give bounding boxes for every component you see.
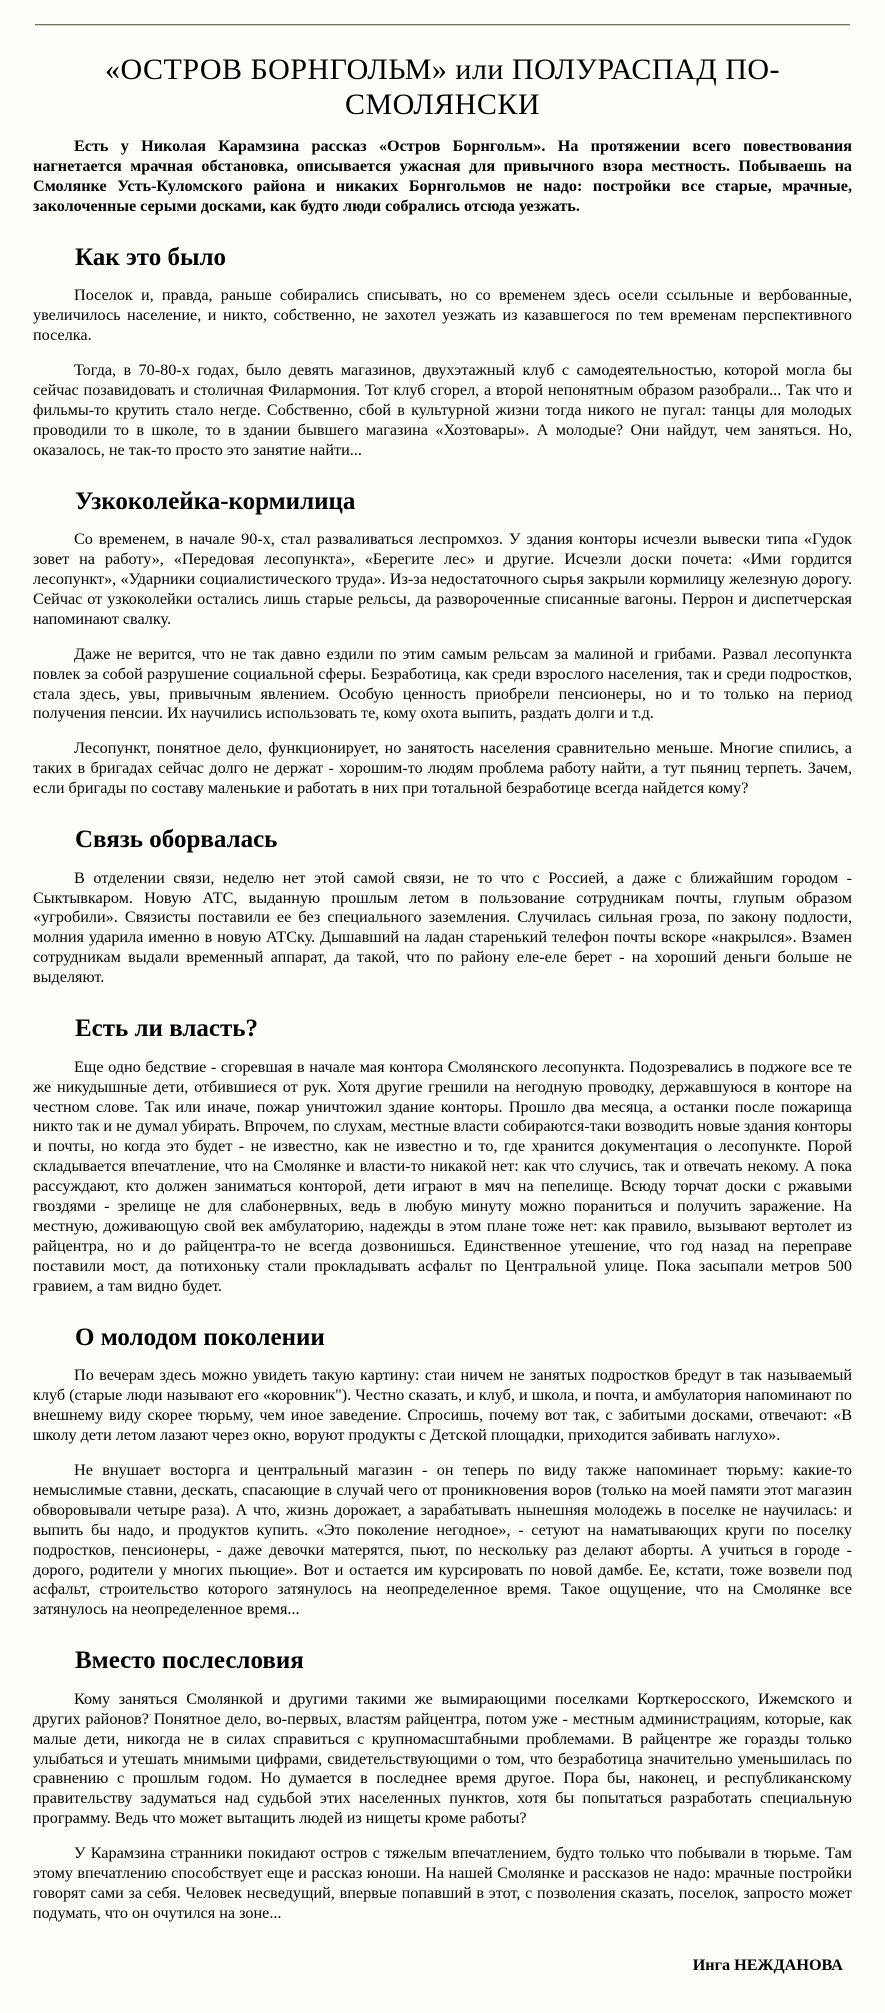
section-heading: Связь оборвалась (75, 826, 278, 854)
section-uzkokolejka (33, 488, 852, 800)
section-heading: Есть ли власть? (75, 1015, 258, 1043)
paragraph: Поселок и, правда, раньше собирались списывать, но со временем здесь осели ссыльные и вербованные, увеличилось население, и никто, собственно, не захотел уезжать из казавшегося по тем временам перспективного поселка. (33, 286, 852, 345)
article-page (0, 24, 885, 2013)
section-vmesto-posleslovia (33, 1647, 852, 1924)
top-divider (35, 24, 850, 26)
paragraph: Не внушает восторга и центральный магазин - он теперь по виду также напоминает тюрьму: какие-то немыслимые ставни, дескать, спасающие в случай чего от проникновения воров (только на моей памяти этот магазин обворовывали четыре раза). А что, жизнь дорожает, а зарабатывать нынешняя молодежь в поселке не научилась: и выпить бы надо, и продуктов купить. «Это поколение негодное», - сетуют на наматывающих круги по поселку подростков, пенсионеры, - даже девочки матерятся, пьют, по нескольку раз делают аборты. А учиться в городе - дорого, родители у многих пьющие». Вот и остается им курсировать по новой дамбе. Ее, кстати, тоже возвели под асфальт, строительство которого затянулось на неопределенное время. Такое ощущение, что на Смолянке все затянулось на неопределенное время... (33, 1460, 852, 1619)
paragraph: Лесопункт, понятное дело, функционирует, но занятость населения сравнительно меньше. Многие спились, а таких в бригадах сейчас долго не держат - хорошим-то людям проблема работу найти, а тут пьяниц терпеть. Зачем, если бригады по составу маленькие и работать в них при тотальной безработице всегда найдется кому? (33, 739, 852, 798)
section-heading: О молодом поколении (75, 1323, 325, 1351)
section-heading: Как это было (75, 243, 227, 271)
paragraph: Кому заняться Смолянкой и другими такими же вымирающими поселками Корткеросского, Ижемского и других районов? Понятное дело, во-первых, властям райцентра, потом уже - местным администрациям, которые, как малые дети, никогда не в силах справиться с крупномасштабными проблемами. В райцентре же горазды только улыбаться и утешать мнимыми цифрами, свидетельствующими о том, что безработица значительно уменьшилась по сравнению с прошлым годом. Но думается в последнее время другое. Пора бы, наконец, и республиканскому правительству задуматься над судьбой этих населенных пунктов, хотя бы попытаться разработать специальную программу. Ведь что может вытащить людей из нищеты кроме работы? (33, 1689, 852, 1828)
section-o-molodom-pokolenii (33, 1324, 852, 1621)
section-heading: Вместо послесловия (75, 1647, 304, 1675)
byline: Инга НЕЖДАНОВА (692, 1955, 843, 1974)
section-heading: Узкоколейка-кормилица (75, 487, 356, 515)
article-title: «ОСТРОВ БОРНГОЛЬМ» или ПОЛУРАСПАД ПО-СМОЛЯНСКИ (104, 53, 781, 121)
paragraph: Еще одно бедствие - сгоревшая в начале мая контора Смолянского лесопункта. Подозревались в поджоге все те же никудышные дети, отбившиеся от рук. Хотя другие грешили на негодную проводку, державшуюся в конторе на честном слове. Так или иначе, пожар уничтожил здание конторы. Прошло два месяца, а останки после пожарища никто так и не думал убирать. Впрочем, по слухам, местные власти собираются-таки возводить новые здания конторы и почты, но когда это будет - не известно, как не известно и то, где хранится документация о лесопункте. Порой складывается впечатление, что на Смолянке и власти-то никакой нет: как что случись, так и отвечать некому. А пока рассуждают, кто должен заниматься конторой, дети играют в мяч на пепелище. Всюду торчат доски с ржавыми гвоздями - зрелище не для слабонервных, ведь в любую минуту можно пораниться и получить заражение. На местную, доживающую свой век амбулаторию, надежды в этом плане тоже нет: как правило, вызывают вертолет из райцентра, но и до райцентра-то не всегда дозвонишься. Единственное утешение, что год назад на переправе поставили мост, да потихоньку стали прокладывать асфальт по Центральной улице. Пока засыпали метров 500 гравием, а там видно будет. (33, 1057, 852, 1295)
paragraph: Со временем, в начале 90-х, стал разваливаться леспромхоз. У здания конторы исчезли вывески типа «Гудок зовет на работу», «Передовая лесопункта», «Берегите лес» и другие. Исчезли доски почета: «Ими гордится лесопункт», «Ударники социалистического труда». Из-за недостаточного сырья закрыли кормилицу железную дорогу. Сейчас от узкоколейки остались лишь старые рельсы, да развороченные списанные вагоны. Перрон и диспетчерская напоминают свалку. (33, 530, 852, 628)
section-kak-eto-bylo (33, 244, 852, 461)
paragraph: У Карамзина странники покидают остров с тяжелым впечатлением, будто только что побывали в тюрьме. Там этому впечатлению способствует еще и рассказ юноши. На нашей Смолянке и рассказов не надо: мрачные постройки говорят сами за себя. Человек несведущий, впервые попавший в этот, с позволения сказать, поселок, запросто может подумать, что он очутился на зоне... (33, 1844, 852, 1922)
section-est-li-vlast (33, 1015, 852, 1297)
paragraph: Даже не верится, что не так давно ездили по этим самым рельсам за малиной и грибами. Развал лесопункта повлек за собой разрушение социальной сферы. Безработица, как среди взрослого населения, так и среди подростков, стала здесь, увы, привычным явлением. Особую ценность приобрели пенсионеры, но и то только на период получения пенсии. Их научились использовать те, кому охота выпить, раздать долги и т.д. (33, 644, 852, 723)
paragraph: В отделении связи, неделю нет этой самой связи, не то что с Россией, а даже с ближайшим городом - Сыктывкаром. Новую АТС, выданную прошлым летом в пользование сотрудникам почты, глупым образом «угробили». Связисты поставили ее без специального заземления. Случилась сильная гроза, по закону подлости, молния ударила именно в новую АТСку. Дышавший на ладан старенький телефон почты вскоре «накрылся». Взамен сотрудникам выдали временный аппарат, да такой, что по району еле-еле берет - на хороший деньги больше не выделяют. (33, 868, 852, 987)
section-svyaz-oborvalas (33, 826, 852, 988)
intro-paragraph: Есть у Николая Карамзина рассказ «Остров Борнгольм». На протяжении всего повествования нагнетается мрачная обстановка, описывается ужасная для привычного взора местность. Побываешь на Смолянке Усть-Куломского района и никаких Борнгольмов не надо: постройки все старые, мрачные, заколоченные серыми досками, как будто люди собрались отсюда уезжать. (33, 137, 852, 215)
paragraph: Тогда, в 70-80-х годах, было девять магазинов, двухэтажный клуб с самодеятельностью, которой могла бы сейчас позавидовать и столичная Филармония. Тот клуб сгорел, а второй непонятным образом разобрали... Так что и фильмы-то крутить стало негде. Собственно, сбой в культурной жизни тогда никого не пугал: танцы для молодых проводили то в школе, то в здании бывшего магазина «Хозтовары». А молодые? Они найдут, чем заняться. Но, оказалось, не так-то просто это занятие найти... (33, 360, 852, 459)
paragraph: По вечерам здесь можно увидеть такую картину: стаи ничем не занятых подростков бредут в так называемый клуб (старые люди называют его «коровник"). Честно сказать, и клуб, и школа, и почта, и амбулатория напоминают по внешнему виду скорее тюрьму, чем иное заведение. Спросишь, почему вот так, с забитыми досками, отвечают: «В школу дети летом лазают через окно, воруют продукты с Детской площадки, приходится забивать наглухо». (33, 1366, 852, 1444)
